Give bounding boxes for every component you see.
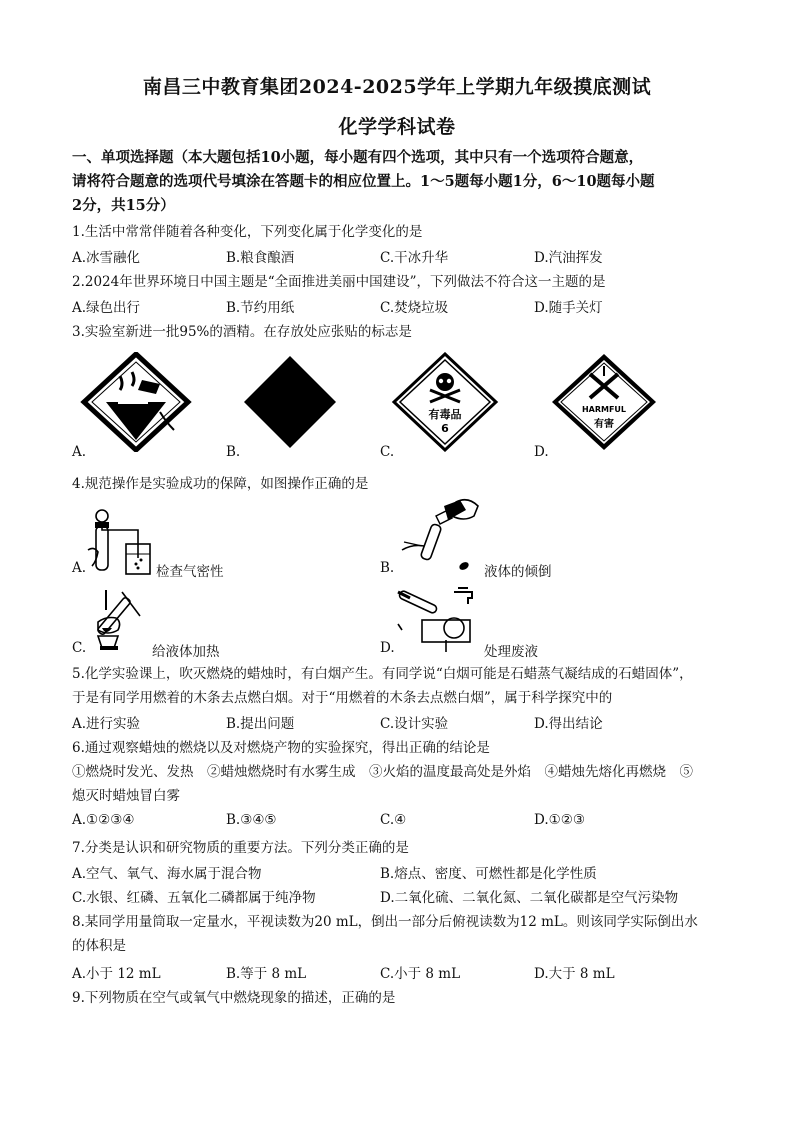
q1-option-a: A.冰雪融化	[72, 250, 141, 266]
harmful-sign-icon	[548, 352, 660, 452]
q6-option-c: C.④	[380, 812, 407, 828]
q7-option-c: C.水银、红磷、五氧化二磷都属于纯净物	[72, 890, 316, 906]
q8-stem-line1: 8.某同学用量筒取一定量水，平视读数为20 mL，倒出一部分后俯视读数为12 mL。则该同学实际倒出水	[72, 914, 698, 930]
q2-option-a: A.绿色出行	[72, 300, 141, 316]
q6-option-b: B.③④⑤	[226, 812, 277, 828]
q5-option-d: D.得出结论	[534, 716, 603, 732]
q3-option-d: D.	[534, 444, 549, 460]
q6-stem-line3: 熄灭时蜡烛冒白雾	[72, 788, 180, 804]
q4-option-a-label: 检查气密性	[156, 564, 224, 580]
q9-stem: 9.下列物质在空气或氧气中燃烧现象的描述，正确的是	[72, 990, 396, 1006]
q4-option-c-label: 给液体加热	[152, 644, 220, 660]
q6-stem-line2: ①燃烧时发光、发热 ②蜡烛燃烧时有水雾生成 ③火焰的温度最高处是外焰 ④蜡烛先熔化再燃烧 ⑤	[72, 764, 693, 780]
section1-line2: 请将符合题意的选项代号填涂在答题卡的相应位置上。1～5题每小题1分，6～10题每小题	[72, 173, 655, 190]
q5-option-b: B.提出问题	[226, 716, 295, 732]
q6-stem-line1: 6.通过观察蜡烛的燃烧以及对燃烧产物的实验探究，得出正确的结论是	[72, 740, 490, 756]
q7-option-a: A.空气、氧气、海水属于混合物	[72, 866, 262, 882]
q4-option-b: B.	[380, 560, 395, 576]
airtightness-check-figure	[86, 506, 156, 578]
q1-option-d: D.汽油挥发	[534, 250, 603, 266]
q4-option-d: D.	[380, 640, 395, 656]
waste-disposal-figure	[392, 584, 486, 654]
q7-stem: 7.分类是认识和研究物质的重要方法。下列分类正确的是	[72, 840, 409, 856]
harmful-sign-cn-text: 有害	[594, 419, 614, 430]
toxic-sign-number: 6	[441, 422, 449, 435]
toxic-sign-text: 有毒品	[428, 408, 462, 421]
q6-option-d: D.①②③	[534, 812, 585, 828]
q7-option-d: D.二氧化硫、二氧化氮、二氧化碳都是空气污染物	[380, 890, 679, 906]
q1-option-c: C.干冰升华	[380, 250, 449, 266]
q4-stem: 4.规范操作是实验成功的保障，如图操作正确的是	[72, 476, 369, 492]
q1-stem: 1.生活中常常伴随着各种变化，下列变化属于化学变化的是	[72, 224, 423, 240]
q8-option-b: B.等于 8 mL	[226, 966, 307, 982]
section1-line1: 一、单项选择题（本大题包括10小题，每小题有四个选项，其中只有一个选项符合题意，	[72, 149, 644, 166]
q4-option-a: A.	[72, 560, 87, 576]
q8-stem-line2: 的体积是	[72, 938, 126, 954]
exam-subtitle: 化学学科试卷	[338, 116, 456, 138]
q5-stem-line2: 于是有同学用燃着的木条去点燃白烟。对于“用燃着的木条去点燃白烟”，属于科学探究中的	[72, 690, 613, 706]
q4-option-d-label: 处理废液	[484, 644, 538, 660]
q3-option-a: A.	[72, 444, 87, 460]
q3-stem: 3.实验室新进一批95%的酒精。在存放处应张贴的标志是	[72, 324, 412, 340]
q5-option-a: A.进行实验	[72, 716, 141, 732]
q5-option-c: C.设计实验	[380, 716, 449, 732]
q3-option-c: C.	[380, 444, 395, 460]
q8-option-c: C.小于 8 mL	[380, 966, 461, 982]
q4-option-b-label: 液体的倾倒	[484, 564, 552, 580]
q8-option-d: D.大于 8 mL	[534, 966, 615, 982]
q3-option-b: B.	[226, 444, 241, 460]
liquid-heating-figure	[90, 588, 154, 654]
exam-title: 南昌三中教育集团2024-2025学年上学期九年级摸底测试	[142, 76, 652, 98]
q2-option-b: B.节约用纸	[226, 300, 295, 316]
q2-option-c: C.焚烧垃圾	[380, 300, 449, 316]
black-diamond-sign-icon	[240, 352, 340, 452]
section1-line3: 2分，共15分）	[72, 197, 175, 214]
q7-option-b: B.熔点、密度、可燃性都是化学性质	[380, 866, 597, 882]
q1-option-b: B.粮食酿酒	[226, 250, 295, 266]
harmful-sign-text: HARMFUL	[581, 405, 627, 414]
liquid-pouring-figure	[396, 494, 490, 576]
q2-option-d: D.随手关灯	[534, 300, 603, 316]
q4-option-c: C.	[72, 640, 87, 656]
q5-stem-line1: 5.化学实验课上，吹灭燃烧的蜡烛时，有白烟产生。有同学说“白烟可能是石蜡蒸气凝结成的石蜡固体”，	[72, 666, 693, 682]
q6-option-a: A.①②③④	[72, 812, 135, 828]
toxic-skull-sign-icon	[390, 352, 500, 452]
q2-stem: 2.2024年世界环境日中国主题是“全面推进美丽中国建设”，下列做法不符合这一主题的是	[72, 274, 606, 290]
q8-option-a: A.小于 12 mL	[72, 966, 161, 982]
corrosive-sign-icon	[80, 352, 192, 452]
